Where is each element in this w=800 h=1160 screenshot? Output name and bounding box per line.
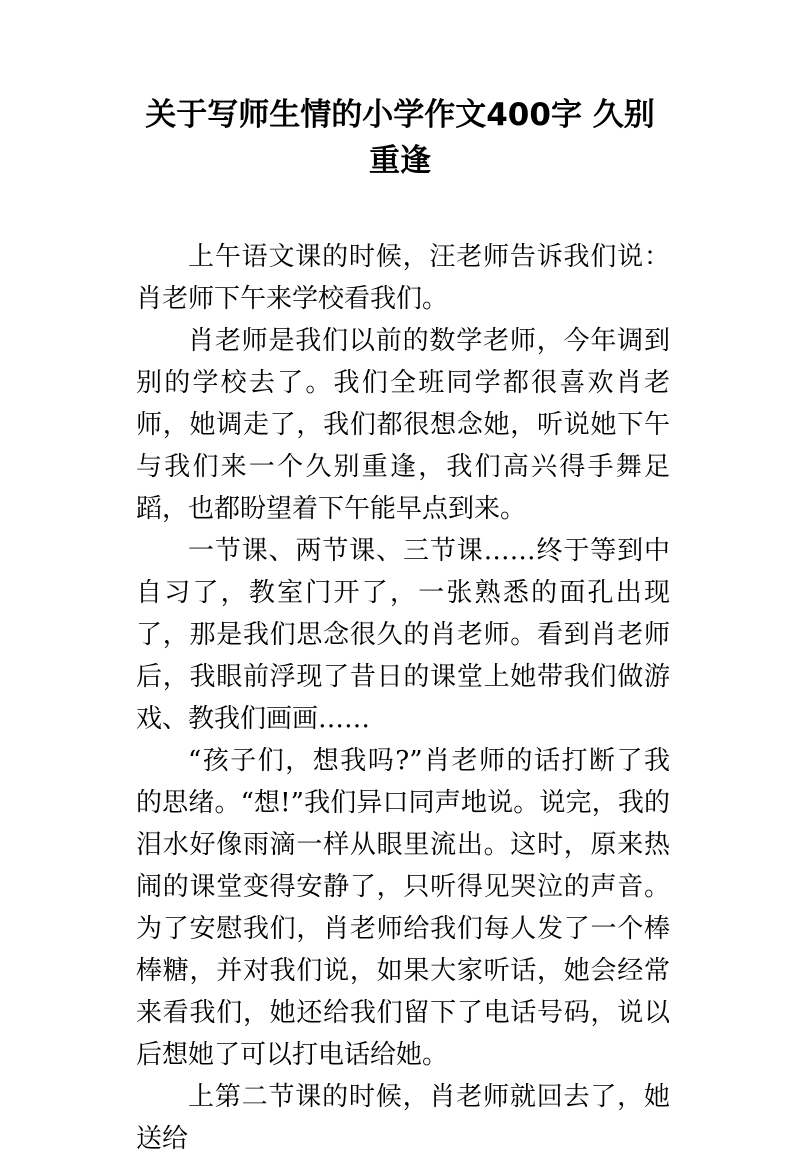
title-line-2: 重逢 xyxy=(369,143,431,179)
document-title xyxy=(120,92,680,184)
paragraph-3: 一节课、两节课、三节课……终于等到中自习了，教室门开了，一张熟悉的面孔出现了，那是我们思念很久的肖老师。看到肖老师后，我眼前浮现了昔日的课堂上她带我们做游戏、教我们画画…… xyxy=(136,536,670,734)
essay-body xyxy=(136,236,670,1160)
title-line-1: 关于写师生情的小学作文400字 久别 xyxy=(145,97,655,133)
paragraph-5: 上第二节课的时候，肖老师就回去了，她送给 xyxy=(136,1082,670,1154)
paragraph-4: “孩子们，想我吗?”肖老师的话打断了我的思绪。“想!”我们异口同声地说。说完，我的泪水好像雨滴一样从眼里流出。这时，原来热闹的课堂变得安静了，只听得见哭泣的声音。为了安慰我们，肖老师给我们每人发了一个棒棒糖，并对我们说，如果大家听话，她会经常来看我们，她还给我们留下了电话号码，说以后想她了可以打电话给她。 xyxy=(136,746,670,1070)
paragraph-2: 肖老师是我们以前的数学老师，今年调到别的学校去了。我们全班同学都很喜欢肖老师，她调走了，我们都很想念她，听说她下午与我们来一个久别重逢，我们高兴得手舞足蹈，也都盼望着下午能早点到来。 xyxy=(136,326,670,524)
paragraph-1: 上午语文课的时候，汪老师告诉我们说：肖老师下午来学校看我们。 xyxy=(136,242,670,314)
